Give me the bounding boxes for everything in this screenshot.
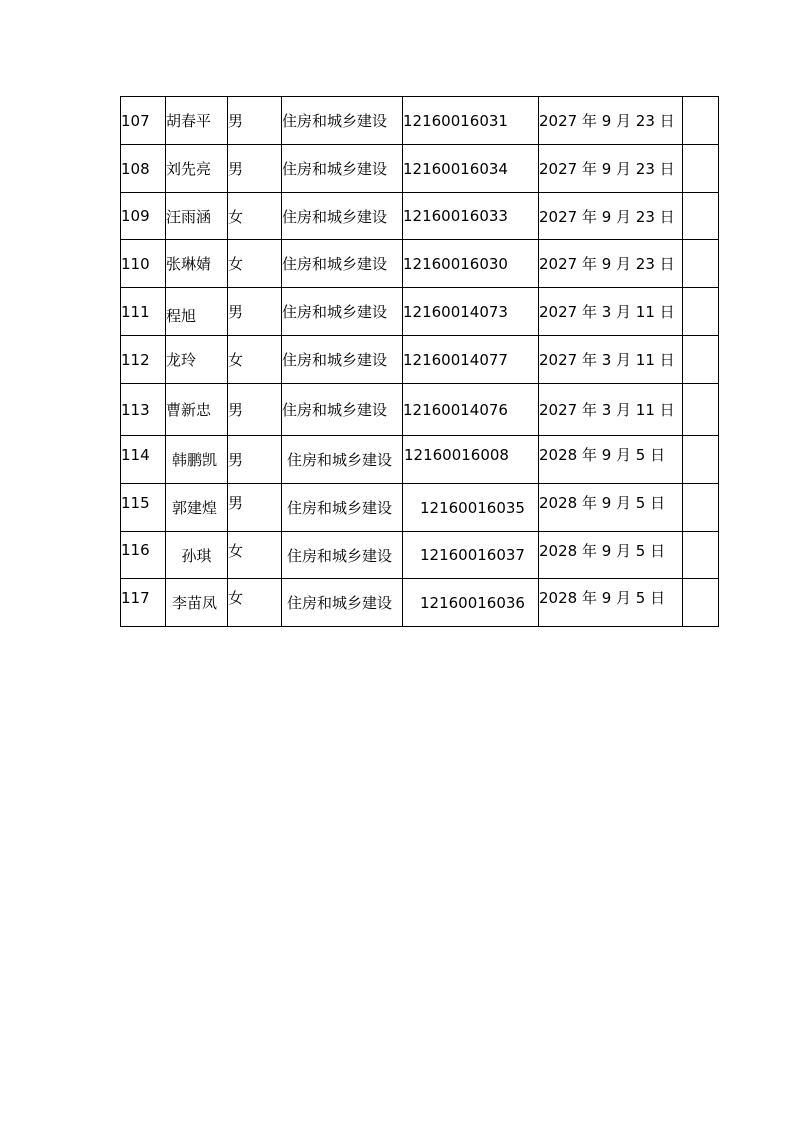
gender-text: 女 — [228, 541, 244, 560]
person-name-text: 程旭 — [166, 307, 197, 325]
gender: 男 — [228, 145, 282, 193]
gender: 男 — [228, 97, 282, 145]
table-row — [121, 145, 719, 193]
person-name: 曹新忠 — [166, 384, 228, 436]
remark — [683, 288, 719, 336]
gender: 女 — [228, 336, 282, 384]
valid-until-date — [539, 532, 683, 579]
valid-until-date-text: 2028 年 9 月 5 日 — [539, 446, 666, 464]
remark — [683, 436, 719, 484]
person-name: 韩鹏凯 — [166, 436, 228, 484]
remark — [683, 193, 719, 240]
department: 住房和城乡建设 — [282, 145, 403, 193]
table-row — [121, 384, 719, 436]
row-number — [121, 436, 166, 484]
certificate-number: 12160014073 — [403, 288, 539, 336]
valid-until-date: 2027 年 9 月 23 日 — [539, 240, 683, 288]
row-number: 113 — [121, 384, 166, 436]
row-number-text: 117 — [121, 588, 150, 607]
department: 住房和城乡建设 — [282, 484, 403, 532]
valid-until-date — [539, 484, 683, 532]
certificate-number: 12160016030 — [403, 240, 539, 288]
department: 住房和城乡建设 — [282, 579, 403, 627]
certificate-number: 12160016035 — [403, 484, 539, 532]
remark — [683, 384, 719, 436]
certificate-number: 12160016031 — [403, 97, 539, 145]
department: 住房和城乡建设 — [282, 436, 403, 484]
valid-until-date-text: 2028 年 9 月 5 日 — [539, 494, 666, 512]
valid-until-date: 2027 年 3 月 11 日 — [539, 336, 683, 384]
certificate-number: 12160016036 — [403, 579, 539, 627]
department: 住房和城乡建设 — [282, 384, 403, 436]
table-row — [121, 97, 719, 145]
person-name: 张琳婧 — [166, 240, 228, 288]
table-row — [121, 484, 719, 532]
valid-until-date: 2027 年 9 月 23 日 — [539, 97, 683, 145]
table-row — [121, 532, 719, 579]
valid-until-date: 2027 年 9 月 23 日 — [539, 193, 683, 240]
valid-until-date: 2027 年 3 月 11 日 — [539, 384, 683, 436]
department: 住房和城乡建设 — [282, 532, 403, 579]
person-name: 胡春平 — [166, 97, 228, 145]
certificate-number: 12160016034 — [403, 145, 539, 193]
department: 住房和城乡建设 — [282, 97, 403, 145]
table-row — [121, 240, 719, 288]
row-number: 107 — [121, 97, 166, 145]
row-number-text: 115 — [121, 493, 150, 512]
certificate-number: 12160016033 — [403, 193, 539, 240]
person-name: 孙琪 — [166, 532, 228, 579]
gender: 男 — [228, 288, 282, 336]
person-name: 汪雨涵 — [166, 193, 228, 240]
gender-text: 男 — [228, 494, 244, 512]
row-number: 110 — [121, 240, 166, 288]
table-row — [121, 579, 719, 627]
remark — [683, 240, 719, 288]
table-row — [121, 436, 719, 484]
gender — [228, 532, 282, 579]
gender — [228, 579, 282, 627]
row-number: 108 — [121, 145, 166, 193]
row-number-text: 114 — [121, 445, 150, 464]
gender — [228, 484, 282, 532]
certificate-number: 12160014076 — [403, 384, 539, 436]
valid-until-date — [539, 579, 683, 627]
person-name — [166, 288, 228, 336]
gender: 女 — [228, 193, 282, 240]
row-number-text: 116 — [121, 541, 150, 559]
row-number — [121, 579, 166, 627]
row-number — [121, 532, 166, 579]
roster-table — [120, 96, 719, 627]
row-number: 109 — [121, 193, 166, 240]
remark — [683, 532, 719, 579]
row-number: 112 — [121, 336, 166, 384]
remark — [683, 579, 719, 627]
valid-until-date-text: 2028 年 9 月 5 日 — [539, 589, 666, 607]
row-number — [121, 484, 166, 532]
person-name: 郭建煌 — [166, 484, 228, 532]
valid-until-date-text: 2028 年 9 月 5 日 — [539, 541, 666, 560]
certificate-number: 12160016037 — [403, 532, 539, 579]
department: 住房和城乡建设 — [282, 240, 403, 288]
gender: 女 — [228, 240, 282, 288]
person-name: 李苗凤 — [166, 579, 228, 627]
table-row — [121, 336, 719, 384]
certificate-number — [403, 436, 539, 484]
row-number: 111 — [121, 288, 166, 336]
remark — [683, 145, 719, 193]
gender: 男 — [228, 384, 282, 436]
department: 住房和城乡建设 — [282, 336, 403, 384]
remark — [683, 484, 719, 532]
gender: 男 — [228, 436, 282, 484]
valid-until-date: 2027 年 3 月 11 日 — [539, 288, 683, 336]
valid-until-date: 2027 年 9 月 23 日 — [539, 145, 683, 193]
person-name: 刘先亮 — [166, 145, 228, 193]
certificate-number-text: 12160016008 — [404, 445, 509, 464]
remark — [683, 336, 719, 384]
table-row — [121, 288, 719, 336]
valid-until-date — [539, 436, 683, 484]
gender-text: 女 — [228, 589, 244, 607]
department: 住房和城乡建设 — [282, 193, 403, 240]
department: 住房和城乡建设 — [282, 288, 403, 336]
table-row — [121, 193, 719, 240]
certificate-number: 12160014077 — [403, 336, 539, 384]
person-name: 龙玲 — [166, 336, 228, 384]
remark — [683, 97, 719, 145]
